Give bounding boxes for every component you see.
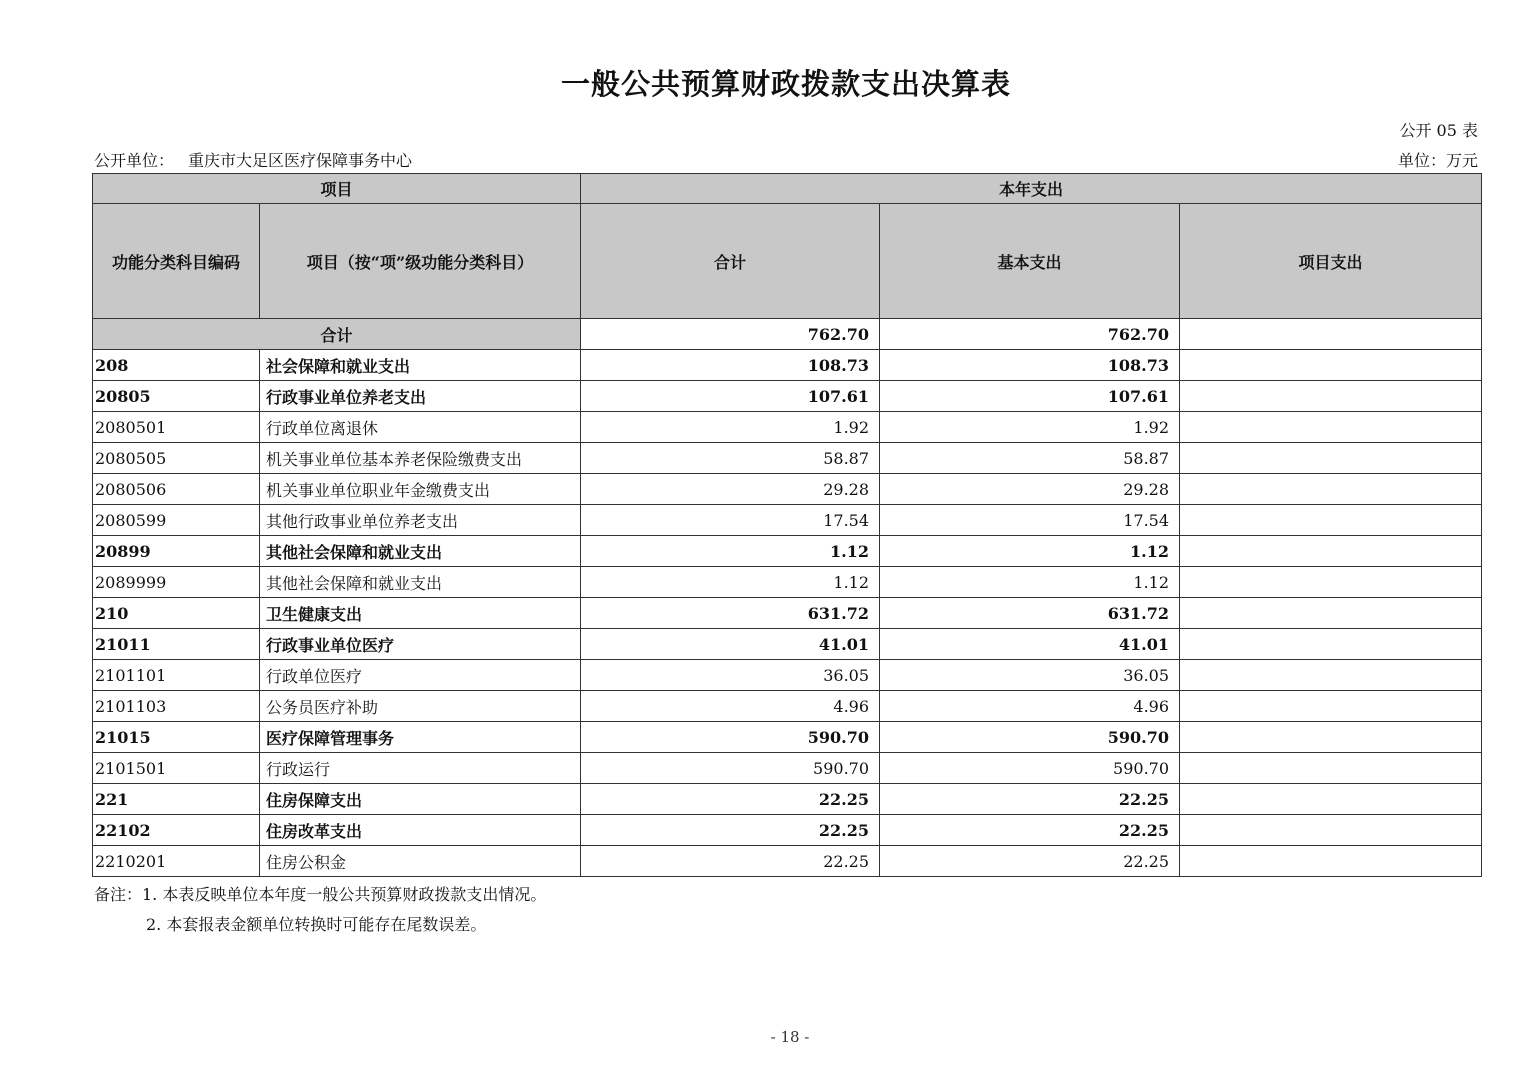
cell-total: 29.28 [581, 474, 880, 505]
cell-basic: 107.61 [880, 381, 1180, 412]
cell-basic: 1.12 [880, 536, 1180, 567]
header-item: 项目（按“项”级功能分类科目） [260, 204, 581, 319]
cell-total: 1.12 [581, 536, 880, 567]
cell-code: 221 [93, 784, 260, 815]
cell-basic: 590.70 [880, 753, 1180, 784]
cell-item-name: 卫生健康支出 [260, 598, 581, 629]
cell-project [1180, 722, 1482, 753]
reporting-unit-name: 重庆市大足区医疗保障事务中心 [188, 151, 413, 170]
cell-item-name: 社会保障和就业支出 [260, 350, 581, 381]
cell-basic: 1.12 [880, 567, 1180, 598]
cell-item-name: 医疗保障管理事务 [260, 722, 581, 753]
cell-item-name: 其他行政事业单位养老支出 [260, 505, 581, 536]
cell-code: 20805 [93, 381, 260, 412]
cell-total: 108.73 [581, 350, 880, 381]
cell-total: 36.05 [581, 660, 880, 691]
table-row [93, 443, 1482, 474]
header-current-year: 本年支出 [581, 174, 1482, 204]
cell-code: 2101103 [93, 691, 260, 722]
cell-total: 17.54 [581, 505, 880, 536]
cell-code: 2080505 [93, 443, 260, 474]
cell-code: 2101501 [93, 753, 260, 784]
cell-code: 22102 [93, 815, 260, 846]
sum-project [1180, 319, 1482, 350]
cell-project [1180, 815, 1482, 846]
table-row [93, 381, 1482, 412]
table-row [93, 536, 1482, 567]
table-row [93, 629, 1482, 660]
cell-item-name: 行政单位离退休 [260, 412, 581, 443]
cell-basic: 631.72 [880, 598, 1180, 629]
cell-project [1180, 660, 1482, 691]
cell-item-name: 公务员医疗补助 [260, 691, 581, 722]
cell-basic: 590.70 [880, 722, 1180, 753]
cell-project [1180, 505, 1482, 536]
currency-unit: 单位：万元 [1397, 151, 1478, 170]
sum-total: 762.70 [581, 319, 880, 350]
header-total: 合计 [581, 204, 880, 319]
cell-basic: 4.96 [880, 691, 1180, 722]
notes [94, 880, 546, 940]
cell-basic: 36.05 [880, 660, 1180, 691]
cell-code: 20899 [93, 536, 260, 567]
cell-basic: 17.54 [880, 505, 1180, 536]
cell-item-name: 行政运行 [260, 753, 581, 784]
cell-basic: 22.25 [880, 784, 1180, 815]
cell-item-name: 机关事业单位基本养老保险缴费支出 [260, 443, 581, 474]
table-row [93, 722, 1482, 753]
cell-code: 2101101 [93, 660, 260, 691]
cell-project [1180, 412, 1482, 443]
cell-project [1180, 691, 1482, 722]
cell-project [1180, 753, 1482, 784]
header-project: 项目 [93, 174, 581, 204]
table-row [93, 691, 1482, 722]
cell-code: 2080501 [93, 412, 260, 443]
cell-item-name: 行政单位医疗 [260, 660, 581, 691]
cell-item-name: 行政事业单位养老支出 [260, 381, 581, 412]
table-row [93, 350, 1482, 381]
cell-code: 21011 [93, 629, 260, 660]
header-basic: 基本支出 [880, 204, 1180, 319]
cell-total: 1.12 [581, 567, 880, 598]
cell-item-name: 住房改革支出 [260, 815, 581, 846]
table-row [93, 474, 1482, 505]
cell-code: 2089999 [93, 567, 260, 598]
cell-total: 590.70 [581, 722, 880, 753]
cell-total: 58.87 [581, 443, 880, 474]
cell-total: 41.01 [581, 629, 880, 660]
cell-project [1180, 381, 1482, 412]
note-line-2: 2. 本套报表金额单位转换时可能存在尾数误差。 [146, 915, 487, 934]
cell-project [1180, 567, 1482, 598]
cell-item-name: 住房保障支出 [260, 784, 581, 815]
cell-project [1180, 443, 1482, 474]
table-row [93, 412, 1482, 443]
page-number: - 18 - [770, 1028, 810, 1046]
cell-project [1180, 536, 1482, 567]
expenditure-table [92, 173, 1482, 877]
cell-total: 1.92 [581, 412, 880, 443]
cell-project [1180, 846, 1482, 877]
table-row [93, 660, 1482, 691]
table-row [93, 753, 1482, 784]
cell-code: 2080599 [93, 505, 260, 536]
reporting-unit [94, 148, 412, 171]
cell-basic: 108.73 [880, 350, 1180, 381]
table-row [93, 846, 1482, 877]
table-row [93, 598, 1482, 629]
cell-project [1180, 784, 1482, 815]
cell-project [1180, 350, 1482, 381]
table-row [93, 784, 1482, 815]
cell-project [1180, 629, 1482, 660]
cell-code: 21015 [93, 722, 260, 753]
cell-total: 22.25 [581, 784, 880, 815]
sum-row [93, 319, 1482, 350]
header-project-exp: 项目支出 [1180, 204, 1482, 319]
cell-total: 590.70 [581, 753, 880, 784]
form-number: 公开 05 表 [1399, 121, 1478, 140]
cell-total: 4.96 [581, 691, 880, 722]
header-code: 功能分类科目编码 [93, 204, 260, 319]
table-row [93, 815, 1482, 846]
cell-basic: 22.25 [880, 846, 1180, 877]
cell-basic: 29.28 [880, 474, 1180, 505]
cell-basic: 1.92 [880, 412, 1180, 443]
cell-total: 22.25 [581, 846, 880, 877]
cell-code: 2080506 [93, 474, 260, 505]
table-row [93, 505, 1482, 536]
cell-item-name: 机关事业单位职业年金缴费支出 [260, 474, 581, 505]
cell-item-name: 住房公积金 [260, 846, 581, 877]
cell-code: 208 [93, 350, 260, 381]
cell-basic: 58.87 [880, 443, 1180, 474]
cell-item-name: 其他社会保障和就业支出 [260, 567, 581, 598]
cell-project [1180, 598, 1482, 629]
note-line-1: 备注：1. 本表反映单位本年度一般公共预算财政拨款支出情况。 [94, 885, 547, 904]
sum-label: 合计 [93, 319, 581, 350]
page-title: 一般公共预算财政拨款支出决算表 [560, 67, 1011, 101]
cell-total: 631.72 [581, 598, 880, 629]
cell-total: 22.25 [581, 815, 880, 846]
cell-code: 2210201 [93, 846, 260, 877]
cell-basic: 41.01 [880, 629, 1180, 660]
cell-item-name: 行政事业单位医疗 [260, 629, 581, 660]
table-row [93, 567, 1482, 598]
cell-code: 210 [93, 598, 260, 629]
cell-project [1180, 474, 1482, 505]
sum-basic: 762.70 [880, 319, 1180, 350]
cell-basic: 22.25 [880, 815, 1180, 846]
cell-item-name: 其他社会保障和就业支出 [260, 536, 581, 567]
cell-total: 107.61 [581, 381, 880, 412]
reporting-unit-label: 公开单位： [94, 151, 175, 170]
